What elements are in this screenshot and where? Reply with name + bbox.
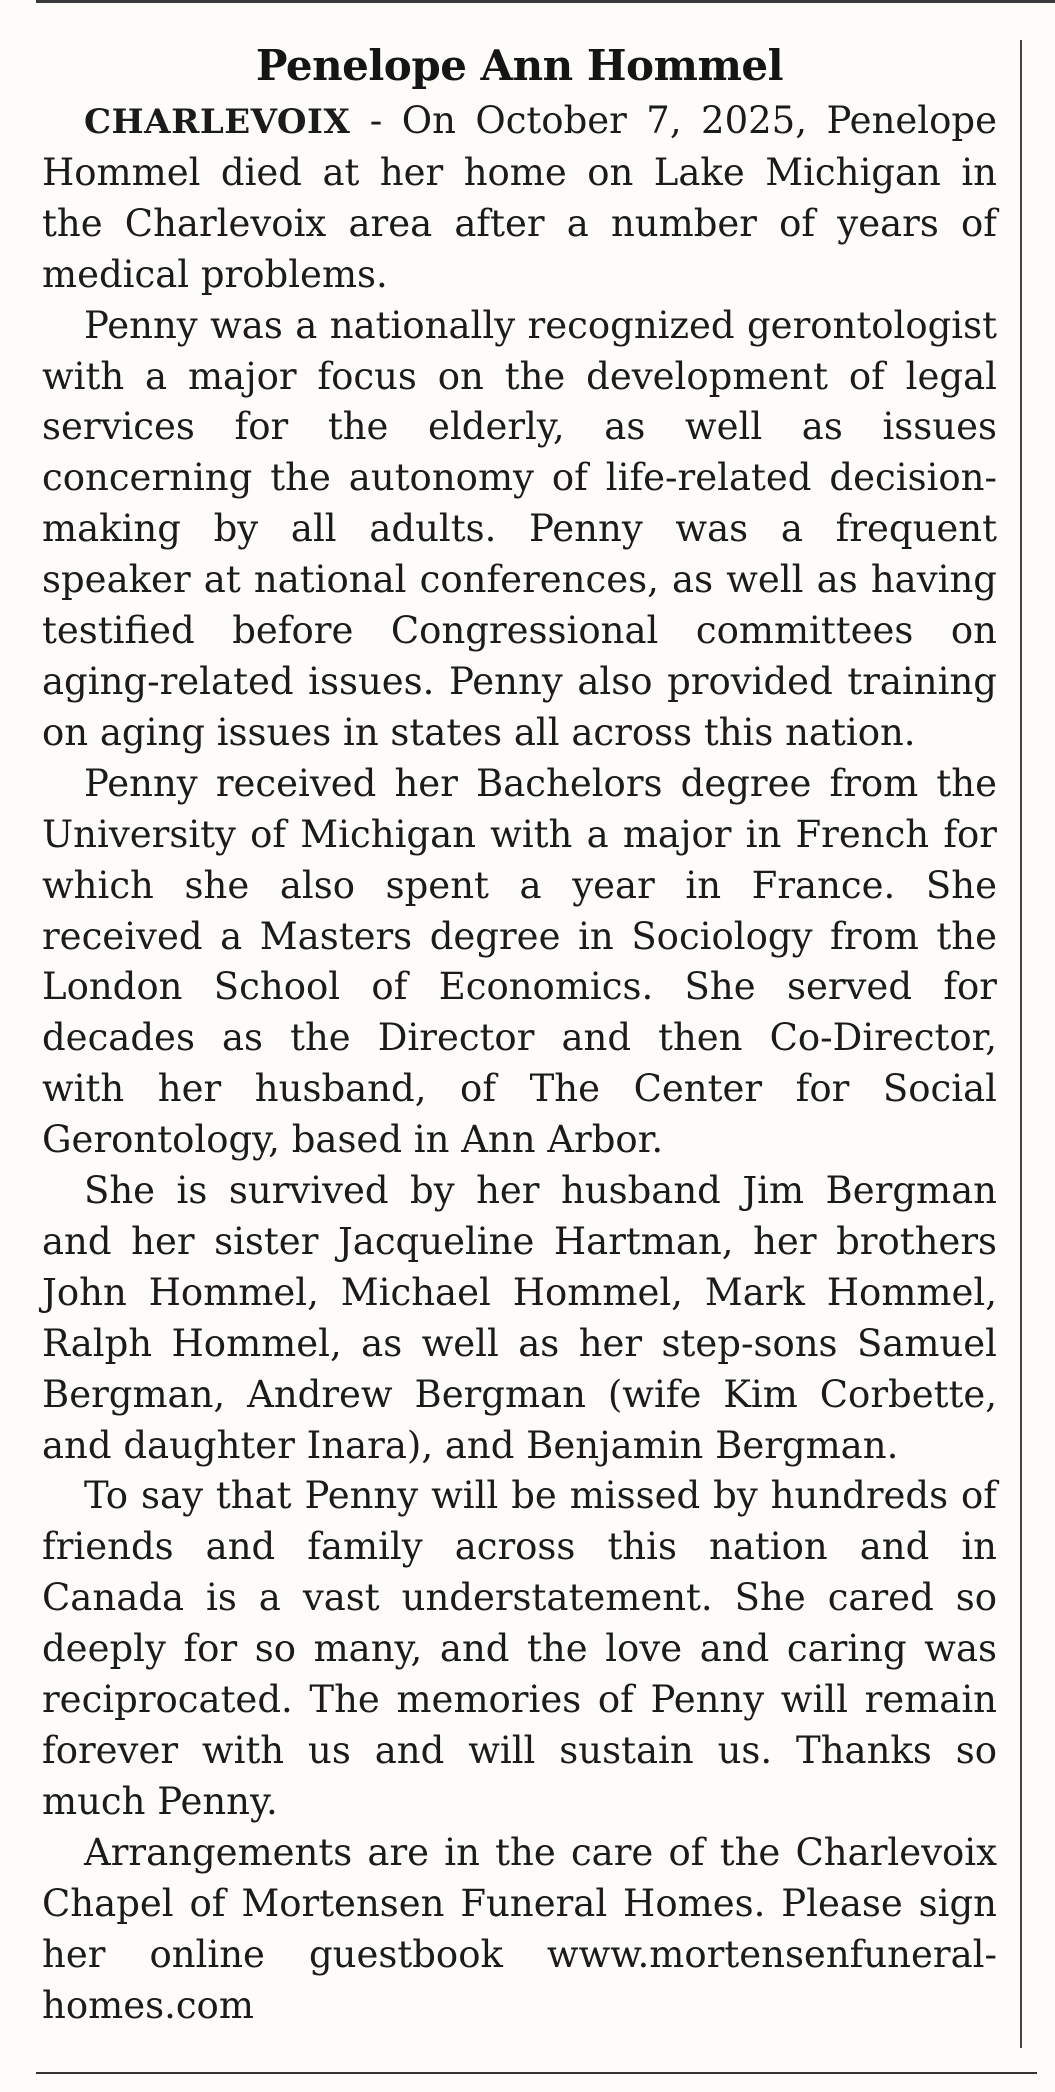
dateline: CHARLEVOIX bbox=[84, 102, 351, 142]
paragraph-2: Penny was a nationally recognized gerontologist with a major focus on the development of legal services for the elderly, as well as issues concerning the autonomy of life-related decision-making by all adults. Penny was a frequent speaker at national conferences, as well as having testified before Congressional committees on aging-related issues. Penny also provided training on aging issues in states all across this nation. bbox=[42, 303, 997, 754]
paragraph-3: Penny received her Bachelors degree from the University of Michigan with a major in French for which she also spent a year in France. She received a Masters degree in Sociology from the London School of Economics. She served for decades as the Director and then Co-Director, with her husband, of The Center for Social Gerontology, based in Ann Arbor. bbox=[42, 761, 997, 1162]
paragraph-1 bbox=[42, 96, 997, 301]
top-rule bbox=[36, 0, 1055, 3]
paragraph-4: She is survived by her husband Jim Bergman and her sister Jacqueline Hartman, her brothers John Hommel, Michael Hommel, Mark Hommel, Ralph Hommel, as well as her step-sons Samuel Bergman, Andrew Bergman (wife Kim Corbette, and daughter Inara), and Benjamin Bergman. bbox=[42, 1169, 997, 1467]
paragraph-1-text: - On October 7, 2025, Penelope Hommel died at her home on Lake Michigan in the Charlevoix area after a number of years of medical problems. bbox=[42, 99, 997, 296]
paragraph-6: Arrangements are in the care of the Charlevoix Chapel of Mortensen Funeral Homes. Please sign her online guestbook www.mortensenfuneral-homes.com bbox=[42, 1830, 997, 2027]
headline: Penelope Ann Hommel bbox=[255, 41, 784, 90]
obituary-article bbox=[42, 38, 997, 2031]
bottom-rule bbox=[36, 2072, 1037, 2074]
column-rule bbox=[1020, 40, 1022, 2048]
paragraph-5: To say that Penny will be missed by hundreds of friends and family across this nation and in Canada is a vast understatement. She cared so deeply for so many, and the love and caring was reciprocated. The memories of Penny will remain forever with us and will sustain us. Thanks so much Penny. bbox=[42, 1474, 997, 1823]
